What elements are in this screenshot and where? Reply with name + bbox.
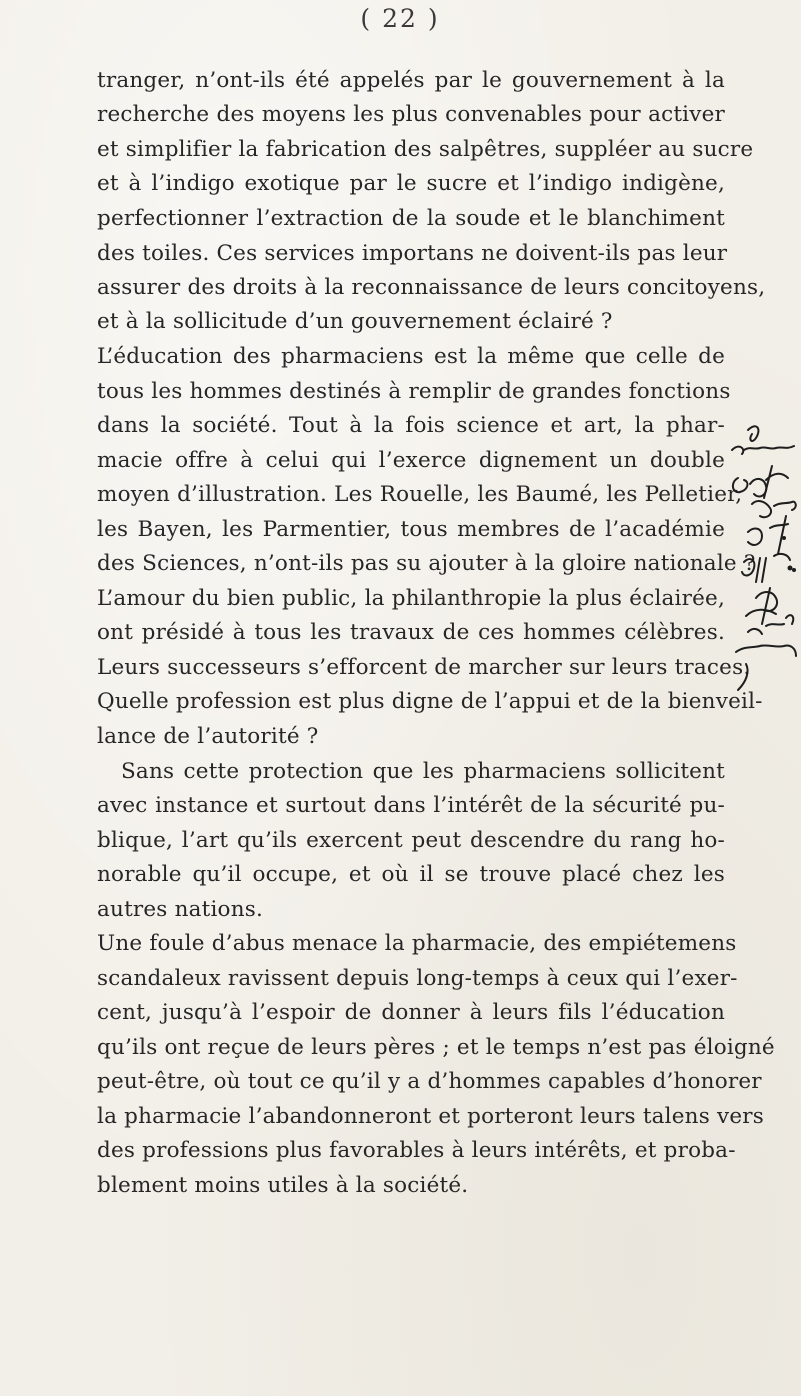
text-line: ont présidé à tous les travaux de ces hommes célèbres. <box>97 620 725 645</box>
text-line: recherche des moyens les plus convenables pour activer <box>97 102 725 127</box>
text-line: perfectionner l’extraction de la soude et le blanchiment <box>97 206 725 231</box>
text-line: Une foule d’abus menace la pharmacie, des empiétemens <box>97 931 737 956</box>
text-line: avec instance et surtout dans l’intérêt de la sécurité pu- <box>97 793 725 818</box>
page-number: ( 22 ) <box>360 4 440 33</box>
text-line: tranger, n’ont-ils été appelés par le gouvernement à la <box>97 68 725 93</box>
text-line: Sans cette protection que les pharmaciens sollicitent <box>121 759 725 784</box>
text-line: blique, l’art qu’ils exercent peut descendre du rang ho- <box>97 828 725 853</box>
text-line: et à la sollicitude d’un gouvernement éclairé ? <box>97 309 613 334</box>
text-line: norable qu’il occupe, et où il se trouve placé chez les <box>97 862 725 887</box>
text-line: tous les hommes destinés à remplir de grandes fonctions <box>97 379 731 404</box>
text-line: lance de l’autorité ? <box>97 724 319 749</box>
text-line: dans la société. Tout à la fois science et art, la phar- <box>97 413 725 438</box>
text-line: moyen d’illustration. Les Rouelle, les Baumé, les Pelletier, <box>97 482 743 507</box>
text-line: autres nations. <box>97 897 264 922</box>
text-line: cent, jusqu’à l’espoir de donner à leurs fils l’éducation <box>97 1000 725 1025</box>
text-line: L’éducation des pharmaciens est la même que celle de <box>97 344 725 369</box>
text-line: et simplifier la fabrication des salpêtres, suppléer au sucre <box>97 137 754 162</box>
text-line: L’amour du bien public, la philanthropie la plus éclairée, <box>97 586 725 611</box>
text-line: assurer des droits à la reconnaissance de leurs concitoyens, <box>97 275 766 300</box>
text-line: et à l’indigo exotique par le sucre et l’indigo indigène, <box>97 171 725 196</box>
text-line: les Bayen, les Parmentier, tous membres de l’académie <box>97 517 725 542</box>
text-line: la pharmacie l’abandonneront et porteront leurs talens vers <box>97 1104 764 1129</box>
margin-handwriting-icon <box>726 420 798 700</box>
text-line: macie offre à celui qui l’exerce dignement un double <box>97 448 725 473</box>
text-line: blement moins utiles à la société. <box>97 1173 469 1198</box>
text-line: Leurs successeurs s’efforcent de marcher sur leurs traces. <box>97 655 751 680</box>
text-line: Quelle profession est plus digne de l’appui et de la bienveil- <box>97 689 763 714</box>
text-line: des toiles. Ces services importans ne doivent-ils pas leur <box>97 241 728 266</box>
text-line: peut-être, où tout ce qu’il y a d’hommes capables d’honorer <box>97 1069 762 1094</box>
text-line: scandaleux ravissent depuis long-temps à ceux qui l’exer- <box>97 966 738 991</box>
text-line: des professions plus favorables à leurs intérêts, et proba- <box>97 1138 736 1163</box>
text-line: qu’ils ont reçue de leurs pères ; et le temps n’est pas éloigné <box>97 1035 775 1060</box>
text-line: des Sciences, n’ont-ils pas su ajouter à la gloire nationale ? <box>97 551 756 576</box>
